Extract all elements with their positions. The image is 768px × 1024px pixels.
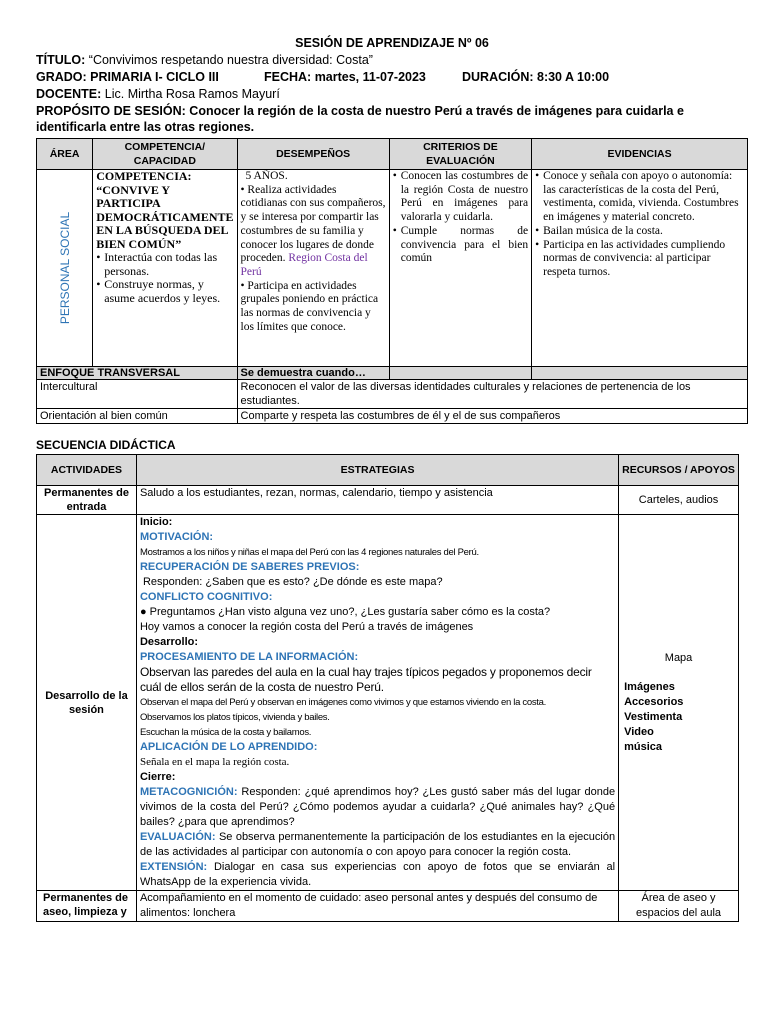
procesamiento-text: Observan las paredes del aula en la cual hay trajes típicos pegados y proponemos decir cuál de ellos serán de la costa de nuestro Perú.	[139, 665, 592, 694]
evaluacion: EVALUACIÓN: Se observa permanentemente la participación de los estudiantes en la ejecución de las actividades al participar con autonomía o con apoyo para conocer la región costa.	[139, 831, 616, 858]
desempeno-item: • Realiza actividades cotidianas con sus compañeros, y se interesa por compartir las costumbres de su familia y conocer los lugares de donde proceden. Region Costa del Perú	[240, 183, 386, 278]
session-title: SESIÓN DE APRENDIZAJE Nº 06	[295, 36, 489, 50]
recursos-cell: Carteles, audios	[619, 486, 739, 515]
duracion: DURACIÓN: 8:30 A 10:00	[462, 70, 610, 84]
grado-line	[36, 69, 748, 86]
recurso-item: Vestimenta	[624, 710, 683, 723]
capacidad-item: • Construye normas, y asume acuerdos y leyes.	[96, 277, 221, 305]
docente-label: DOCENTE:	[36, 87, 102, 101]
inicio-label: Inicio:	[139, 516, 173, 528]
titulo-line	[36, 52, 748, 69]
header-competencia: COMPETENCIA/ CAPACIDAD	[93, 139, 237, 170]
actividad-cell: Desarrollo de la sesión	[37, 515, 137, 891]
desarrollo-label: Desarrollo:	[139, 636, 199, 648]
secuencia-table	[36, 454, 739, 922]
secuencia-row	[37, 486, 739, 515]
competencias-table	[36, 138, 748, 424]
extension: EXTENSIÓN: Dialogar en casa sus experiencias con apoyo de fotos que se enviarán al WhatsApp de la experiencia vivida.	[139, 861, 616, 888]
conflicto-text: ● Preguntamos ¿Han visto alguna vez uno?, ¿Les gustaría saber cómo es la costa?	[139, 606, 551, 618]
aplicacion-label: APLICACIÓN DE LO APRENDIDO:	[139, 741, 318, 753]
evidencia-item: • Bailan música de la costa.	[535, 224, 663, 237]
motivacion-text: Mostramos a los niños y niñas el mapa del Perú con las 4 regiones naturales del Perú.	[139, 547, 479, 558]
recurso-item: Imágenes	[624, 680, 675, 693]
docente-value: Lic. Mirtha Rosa Ramos Mayurí	[104, 87, 280, 101]
enfoque-header: Se demuestra cuando…	[237, 367, 389, 380]
conflicto-label: CONFLICTO COGNITIVO:	[139, 591, 273, 603]
area-label: PERSONAL SOCIAL	[57, 211, 72, 325]
enfoque-header-row	[37, 367, 748, 380]
enfoque-name: Orientación al bien común	[37, 409, 238, 424]
recuperacion-label: RECUPERACIÓN DE SABERES PREVIOS:	[139, 561, 360, 573]
secuencia-header-row	[37, 455, 739, 486]
secuencia-row	[37, 515, 739, 891]
evidencia-item: • Conoce y señala con apoyo o autonomía: las características de la costa del Perú, vestimenta, comida, vivienda. Costumbres en imágenes y material concreto.	[535, 170, 739, 224]
proposito-label: PROPÓSITO DE SESIÓN:	[36, 104, 186, 118]
proposito	[36, 103, 748, 135]
competencia-title: COMPETENCIA: “CONVIVE Y PARTICIPA DEMOCRÁTICAMENTE EN LA BÚSQUEDA DEL BIEN COMÚN”	[96, 169, 234, 251]
procesamiento-text2: Observan el mapa del Perú y observan en imágenes como vivimos y que estamos viviendo en la costa.	[139, 697, 546, 708]
enfoque-label: ENFOQUE TRANSVERSAL	[37, 367, 238, 380]
header-estrategias: ESTRATEGIAS	[136, 455, 618, 486]
desempeno-highlight: Region Costa del Perú	[240, 252, 368, 278]
fecha: FECHA: martes, 11-07-2023	[264, 70, 426, 84]
enfoque-name: Intercultural	[37, 380, 238, 409]
titulo-value: “Convivimos respetando nuestra diversidad: Costa”	[88, 53, 373, 67]
cierre-label: Cierre:	[139, 771, 176, 783]
criterio-item: • Cumple normas de convivencia para el bien común	[392, 224, 529, 265]
estrategia-cell	[136, 515, 618, 891]
table1-header-row	[37, 139, 748, 170]
secuencia-row	[37, 891, 739, 922]
proposito-value: Conocer la región de la costa de nuestro Perú a través de imágenes para cuidarla e identificarla entre las otras regiones.	[36, 104, 684, 134]
docente-line	[36, 86, 748, 103]
recurso-mapa: Mapa	[664, 651, 693, 664]
header-area: ÁREA	[37, 139, 93, 170]
competencia-row	[37, 170, 748, 367]
actividad-cell: Permanentes de aseo, limpieza y	[37, 891, 137, 922]
desempenos-age: 5 AÑOS.	[245, 170, 288, 182]
procesamiento-text3: Observamos los platos típicos, vivienda y bailes.	[139, 712, 330, 723]
header-criterios: CRITERIOS DE EVALUACIÓN	[389, 139, 531, 170]
recurso-item: música	[624, 740, 663, 753]
desempeno-item: • Participa en actividades grupales poniendo en práctica las normas de convivencia y los límites que conoce.	[240, 279, 379, 333]
enfoque-desc: Comparte y respeta las costumbres de él y el de sus compañeros	[237, 409, 747, 424]
evidencia-item: • Participa en las actividades cumpliendo normas de convivencia: al participar respeta turnos.	[535, 238, 726, 278]
header-evidencias: EVIDENCIAS	[532, 139, 748, 170]
secuencia-title: SECUENCIA DIDÁCTICA	[36, 438, 176, 452]
conflicto-text2: Hoy vamos a conocer la región costa del Perú a través de imágenes	[139, 621, 474, 633]
motivacion-label: MOTIVACIÓN:	[139, 531, 214, 543]
capacidad-item: • Interactúa con todas las personas.	[96, 250, 218, 278]
desempenos-cell	[237, 170, 389, 367]
recursos-cell	[619, 515, 739, 891]
criterios-cell	[389, 170, 531, 367]
header-actividades: ACTIVIDADES	[37, 455, 137, 486]
enfoque-row	[37, 380, 748, 409]
header-desempenos: DESEMPEÑOS	[237, 139, 389, 170]
grado: GRADO: PRIMARIA I- CICLO III	[36, 70, 219, 84]
titulo-label: TÍTULO:	[36, 53, 86, 67]
criterio-item: • Conocen las costumbres de la región Costa de nuestro Perú en imágenes para valorarla y cuidarla.	[392, 170, 529, 224]
actividad-cell: Permanentes de entrada	[37, 486, 137, 515]
metacognicion: METACOGNICIÓN: Responden: ¿qué aprendimos hoy? ¿Les gustó saber más del lugar donde vivimos de la costa del Perú? ¿Cómo podemos ayudar a cuidarla? ¿Qué animales hay? ¿Qué bailes? ¿para que aprendimos?	[139, 786, 616, 828]
evidencias-cell	[532, 170, 748, 367]
recuperacion-text: Responden: ¿Saben que es esto? ¿De dónde es este mapa?	[142, 576, 443, 588]
enfoque-desc: Reconocen el valor de las diversas identidades culturales y relaciones de pertenencia de los estudiantes.	[237, 380, 747, 409]
recurso-item: Video	[624, 725, 654, 738]
recursos-cell: Área de aseo y espacios del aula	[619, 891, 739, 922]
header-recursos: RECURSOS / APOYOS	[619, 455, 739, 486]
estrategia-cell: Saludo a los estudiantes, rezan, normas, calendario, tiempo y asistencia	[136, 486, 618, 515]
estrategia-cell: Acompañamiento en el momento de cuidado: aseo personal antes y después del consumo de alimentos: lonchera	[136, 891, 618, 922]
aplicacion-text: Señala en el mapa la región costa.	[139, 756, 290, 768]
recurso-item: Accesorios	[624, 695, 684, 708]
procesamiento-label: PROCESAMIENTO DE LA INFORMACIÓN:	[139, 651, 359, 663]
competencia-cell	[93, 170, 237, 367]
enfoque-row	[37, 409, 748, 424]
procesamiento-text4: Escuchan la música de la costa y bailamos.	[139, 727, 312, 738]
area-cell	[37, 170, 93, 367]
document	[36, 0, 748, 922]
